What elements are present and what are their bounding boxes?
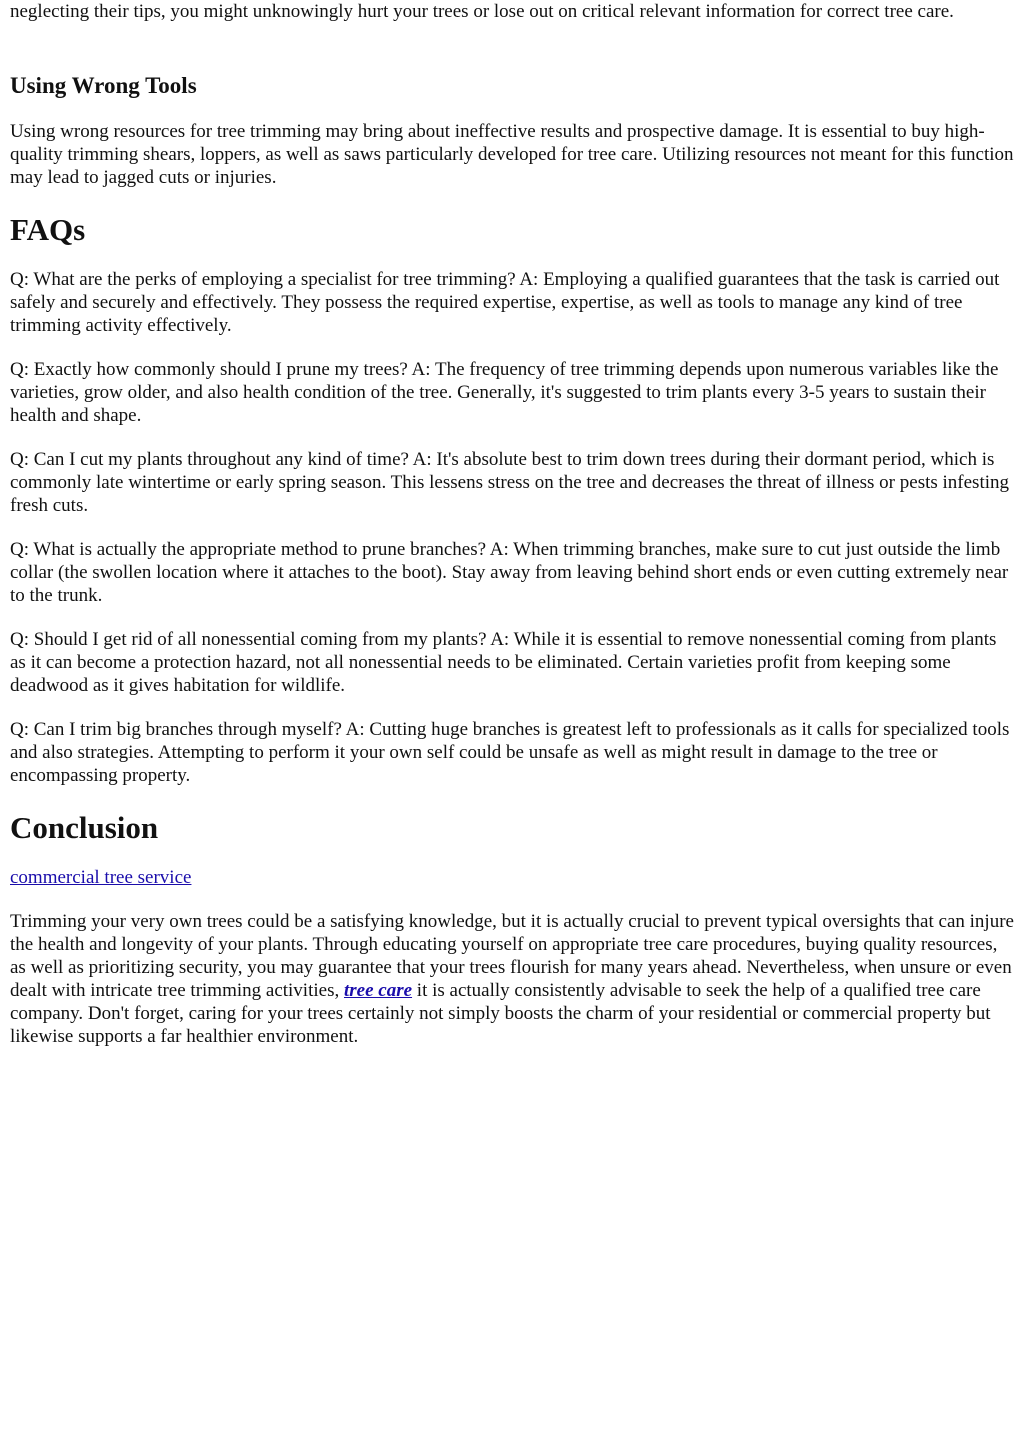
- commercial-tree-service-link[interactable]: commercial tree service: [10, 867, 192, 888]
- conclusion-paragraph: [10, 910, 1015, 1048]
- faq-item: Q: Should I get rid of all nonessential coming from my plants? A: While it is essential to remove nonessential coming from plants as it can become a protection hazard, not all nonessential needs to be eliminated. Certain varieties profit from keeping some deadwood as it gives habitation for wildlife.: [10, 629, 997, 696]
- faq-item: Q: What is actually the appropriate method to prune branches? A: When trimming branches, make sure to cut just outside the limb collar (the swollen location where it attaches to the boot). Stay away from leaving behind short ends or even cutting extremely near to the trunk.: [10, 539, 1009, 606]
- link-paragraph: [10, 866, 1015, 889]
- faq-item: Q: Can I trim big branches through myself? A: Cutting huge branches is greatest left to professionals as it calls for specialized tools and also strategies. Attempting to perform it your own self could be unsafe as well as might result in damage to the tree or encompassing property.: [10, 719, 1010, 786]
- wrong-tools-paragraph: Using wrong resources for tree trimming may bring about ineffective results and prospective damage. It is essential to buy high-quality trimming shears, loppers, as well as saws particularly developed for tree care. Utilizing resources not meant for this function may lead to jagged cuts or injuries.: [10, 121, 1014, 188]
- section-heading-wrong-tools: Using Wrong Tools: [10, 73, 197, 98]
- faq-item: Q: What are the perks of employing a specialist for tree trimming? A: Employing a qualified guarantees that the task is carried out safely and securely and effectively. They possess the required expertise, expertise, as well as tools to manage any kind of tree trimming activity effectively.: [10, 269, 1000, 336]
- section-heading-faqs: FAQs: [10, 212, 86, 247]
- faq-list: [10, 268, 1015, 787]
- conclusion-text-after-link: it is actually consistently advisable to seek the help of a qualified tree care company. Don't forget, caring for your trees certainly not simply boosts the charm of your residential or commercial property but likewise supports a far healthier environment.: [10, 980, 991, 1047]
- intro-paragraph-continued: neglecting their tips, you might unknowingly hurt your trees or lose out on critical relevant information for correct tree care.: [10, 1, 954, 22]
- tree-care-link[interactable]: tree care: [343, 980, 413, 1001]
- faq-item: Q: Can I cut my plants throughout any kind of time? A: It's absolute best to trim down trees during their dormant period, which is commonly late wintertime or early spring season. This lessens stress on the tree and decreases the threat of illness or pests infesting fresh cuts.: [10, 449, 1010, 516]
- conclusion-text-before-link: Trimming your very own trees could be a satisfying knowledge, but it is actually crucial to prevent typical oversights that can injure the health and longevity of your plants. Through educating yourself on appropriate tree care procedures, buying quality resources, as well as prioritizing security, you may guarantee that your trees flourish for many years ahead. Nevertheless, when unsure or even dealt with intricate tree trimming activities,: [10, 911, 1014, 1001]
- faq-item: Q: Exactly how commonly should I prune my trees? A: The frequency of tree trimming depends upon numerous variables like the varieties, grow older, and also health condition of the tree. Generally, it's suggested to trim plants every 3-5 years to sustain their health and shape.: [10, 359, 999, 426]
- section-heading-conclusion: Conclusion: [10, 810, 159, 845]
